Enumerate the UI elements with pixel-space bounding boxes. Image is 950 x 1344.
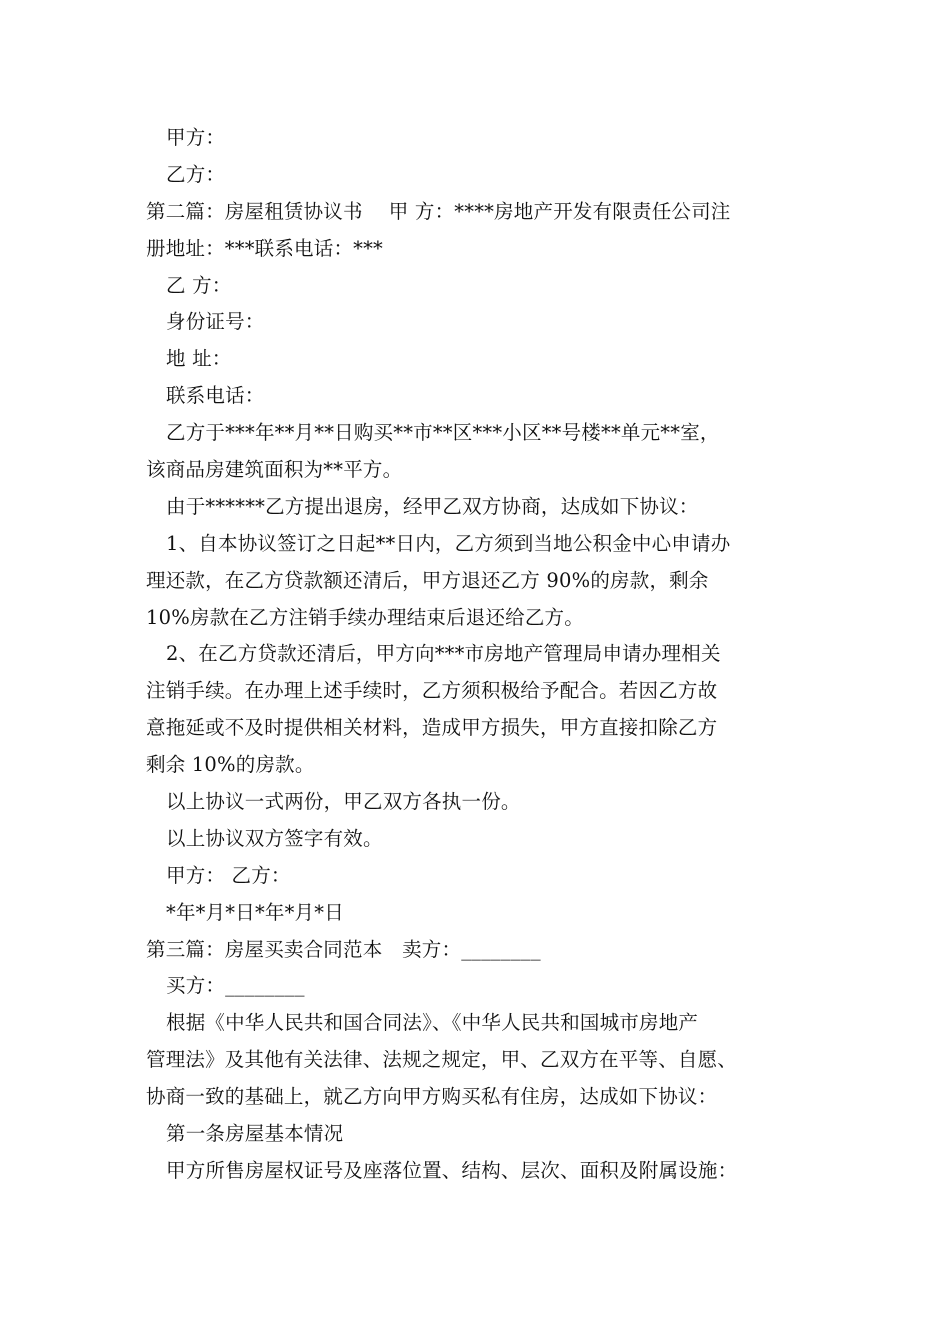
legal-basis-line: 协商一致的基础上，就乙方向甲方购买私有住房，达成如下协议：: [146, 1085, 718, 1109]
clause-1-line: 理还款，在乙方贷款额还清后，甲方退还乙方 90%的房款，剩余: [146, 568, 709, 592]
legal-basis-line: 管理法》及其他有关法律、法规之规定，甲、乙双方在平等、自愿、: [146, 1048, 738, 1072]
document-body: [146, 120, 836, 1190]
party-a-label: 甲方：: [166, 126, 226, 149]
clause-2-line: 剩余 10%的房款。: [146, 753, 315, 777]
agreement-intro: 由于******乙方提出退房，经甲乙双方协商，达成如下协议：: [166, 494, 699, 518]
article-one-text: 甲方所售房屋权证号及座落位置、结构、层次、面积及附属设施：: [166, 1158, 738, 1182]
purchase-paragraph-line: 该商品房建筑面积为**平方。: [146, 458, 403, 482]
party-b-field: 乙 方：: [166, 273, 232, 297]
phone-field: 联系电话：: [166, 384, 265, 408]
section-three-heading: 第三篇：房屋买卖合同范本 卖方：________: [146, 937, 541, 961]
address-field: 地 址：: [166, 347, 232, 371]
section-two-heading: 第二篇：房屋租赁协议书 甲 方：****房地产开发有限责任公司注: [146, 199, 731, 223]
signature-line: 甲方： 乙方：: [166, 863, 291, 887]
legal-basis-line: 根据《中华人民共和国合同法》、《中华人民共和国城市房地产: [166, 1011, 699, 1035]
clause-2-line: 2、在乙方贷款还清后，甲方向***市房地产管理局申请办理相关: [166, 642, 721, 666]
id-number-field: 身份证号：: [166, 310, 265, 334]
date-line: *年*月*日*年*月*日: [166, 900, 344, 924]
clause-1-line: 1、自本协议签订之日起**日内，乙方须到当地公积金中心申请办: [166, 531, 731, 555]
party-b-label: 乙方：: [166, 162, 226, 186]
registered-address-line: 册地址：***联系电话：***: [146, 236, 384, 260]
clause-1-line: 10%房款在乙方注销手续办理结束后退还给乙方。: [146, 605, 584, 629]
clause-2-line: 意拖延或不及时提供相关材料，造成甲方损失，甲方直接扣除乙方: [146, 716, 718, 740]
purchase-paragraph-line: 乙方于***年**月**日购买**市**区***小区**号楼**单元**室，: [166, 421, 720, 445]
article-one-heading: 第一条房屋基本情况: [166, 1122, 344, 1146]
copies-statement: 以上协议一式两份，甲乙双方各执一份。: [166, 790, 521, 814]
clause-2-line: 注销手续。在办理上述手续时，乙方须积极给予配合。若因乙方故: [146, 679, 718, 703]
buyer-field: 买方：________: [166, 974, 305, 998]
validity-statement: 以上协议双方签字有效。: [166, 826, 383, 850]
